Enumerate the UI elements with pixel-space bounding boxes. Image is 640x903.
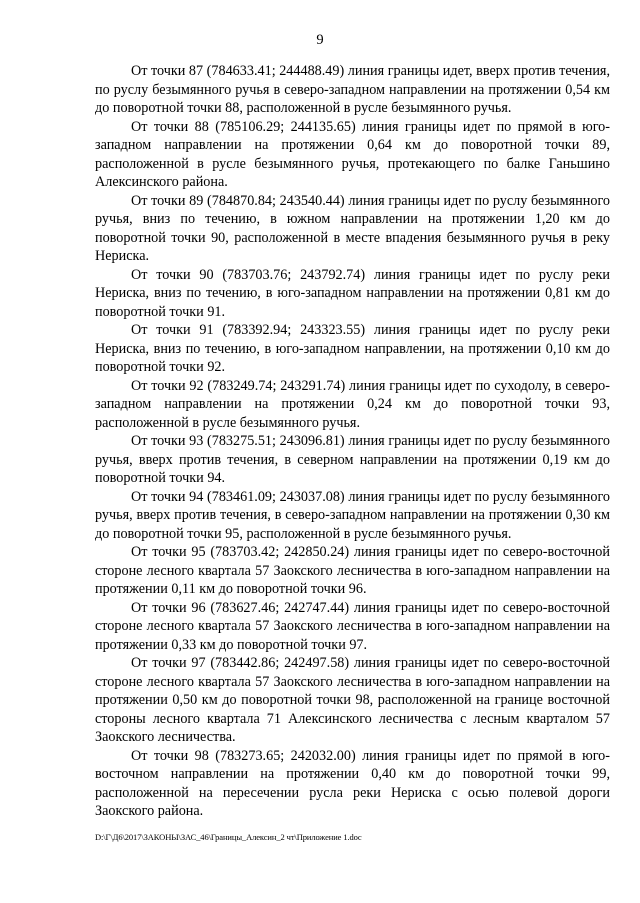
boundary-paragraph-95: От точки 95 (783703.42; 242850.24) линия границы идет по северо-восточной стороне лесного квартала 57 Заокского лесничества в юго-западном направлении на протяжении 0,11 км до поворотной точки 96. — [95, 544, 610, 597]
boundary-paragraph-93: От точки 93 (783275.51; 243096.81) линия границы идет по руслу безымянного ручья, вверх против течения, в северном направлении на протяжении 0,19 км до поворотной точки 94. — [95, 433, 610, 486]
boundary-paragraph-90: От точки 90 (783703.76; 243792.74) линия границы идет по руслу реки Нериска, вниз по течению, в юго-западном направлении на протяжении 0,81 км до поворотной точки 91. — [95, 266, 610, 320]
boundary-paragraph-89: От точки 89 (784870.84; 243540.44) линия границы идет по руслу безымянного ручья, вниз по течению, в южном направлении на протяжении 1,20 км до поворотной точки 90, расположенной в месте впадения безымянного ручья в реку Нериска. — [95, 192, 610, 264]
document-body — [95, 62, 610, 821]
boundary-paragraph-97: От точки 97 (783442.86; 242497.58) линия границы идет по северо-восточной стороне лесного квартала 57 Заокского лесничества в юго-западном направлении на протяжении 0,50 км до поворотной точки 98, расположенной на границе восточной стороны лесного квартала 71 Алексинского лесничества с лесным кварталом 57 Заокского лесничества. — [95, 655, 610, 745]
boundary-paragraph-96: От точки 96 (783627.46; 242747.44) линия границы идет по северо-восточной стороне лесного квартала 57 Заокского лесничества в юго-западном направлении на протяжении 0,33 км до поворотной точки 97. — [95, 599, 610, 653]
boundary-paragraph-88: От точки 88 (785106.29; 244135.65) линия границы идет по прямой в юго-западном направлении на протяжении 0,64 км до поворотной точки 89, расположенной в русле безымянного ручья, протекающего по балке Ганьшино Алексинского района. — [95, 118, 610, 190]
boundary-paragraph-98: От точки 98 (783273.65; 242032.00) линия границы идет по прямой в юго-восточном направлении на протяжении 0,40 км до поворотной точки 99, расположенной на пересечении русла реки Нериска с осью полевой дороги Заокского района. — [95, 747, 610, 819]
footer-file-path: D:\Г\Д6\2017\ЗАКОНЫ\ЗАС_46\Границы_Алексин_2 чт\Приложение 1.doc — [95, 832, 362, 842]
boundary-paragraph-92: От точки 92 (783249.74; 243291.74) линия границы идет по суходолу, в северо-западном направлении на протяжении 0,24 км до поворотной точки 93, расположенной в русле безымянного ручья. — [95, 377, 610, 431]
boundary-paragraph-91: От точки 91 (783392.94; 243323.55) линия границы идет по руслу реки Нериска, вниз по течению, в юго-западном направлении, на протяжении 0,10 км до поворотной точки 92. — [95, 322, 610, 375]
page-number: 9 — [316, 32, 324, 48]
boundary-paragraph-87: От точки 87 (784633.41; 244488.49) линия границы идет, вверх против течения, по руслу безымянного ручья в северо-западном направлении на протяжении 0,54 км до поворотной точки 88, расположенной в русле безымянного ручья. — [95, 63, 610, 116]
boundary-paragraph-94: От точки 94 (783461.09; 243037.08) линия границы идет по руслу безымянного ручья, вверх против течения, в северо-западном направлении на протяжении 0,30 км до поворотной точки 95, расположенной в русле безымянного ручья. — [95, 488, 610, 542]
